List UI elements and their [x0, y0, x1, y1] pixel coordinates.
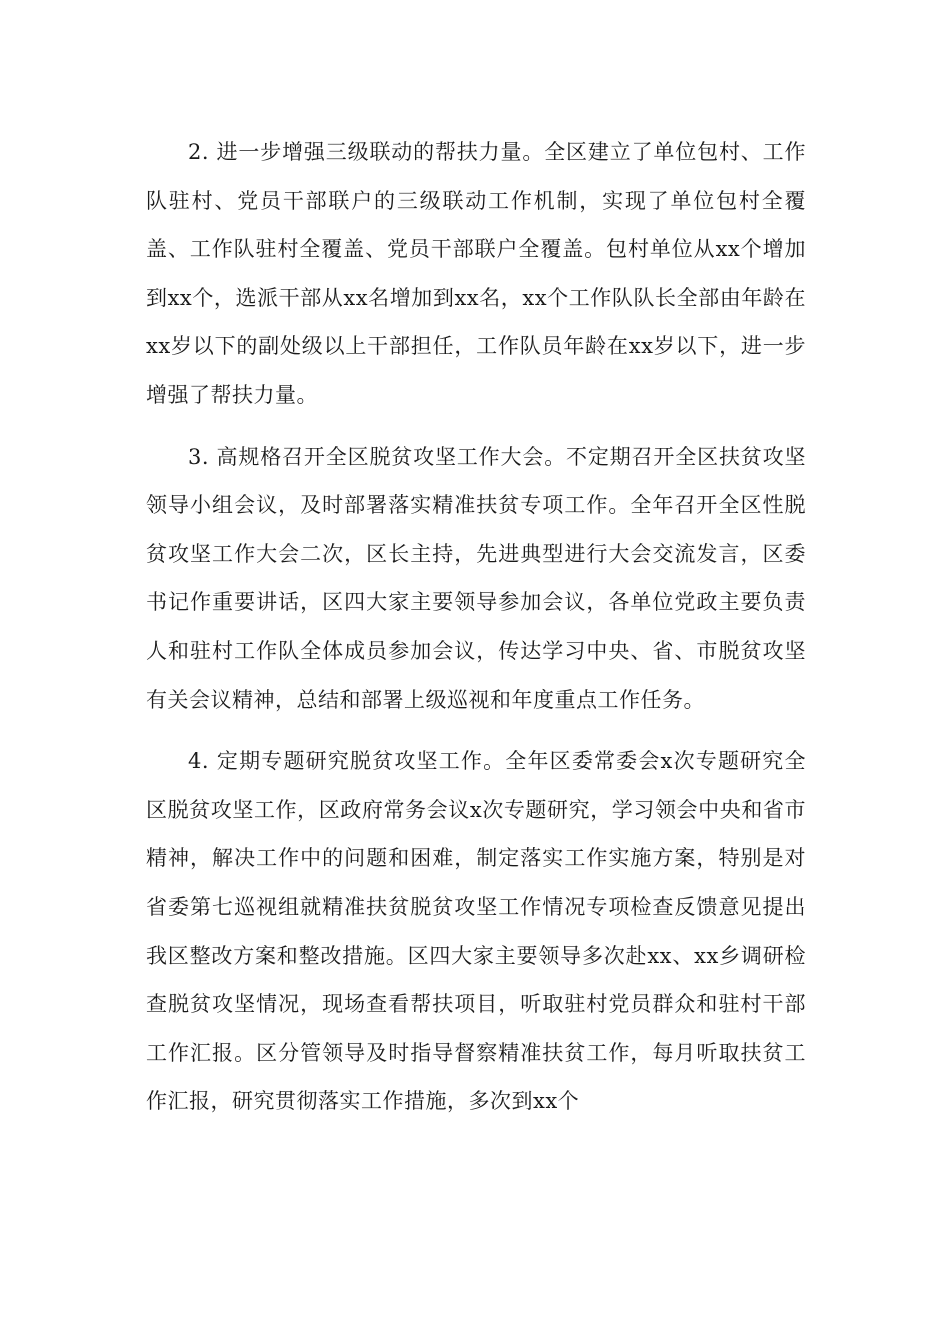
paragraph-item-4: 4. 定期专题研究脱贫攻坚工作。全年区委常委会x次专题研究全区脱贫攻坚工作，区政府常务会议x次专题研究，学习领会中央和省市精神，解决工作中的问题和困难，制定落实工作实施方案，特别是对省委第七巡视组就精准扶贫脱贫攻坚工作情况专项检查反馈意见提出我区整改方案和整改措施。区四大家主要领导多次赴xx、xx乡调研检查脱贫攻坚情况，现场查看帮扶项目，听取驻村党员群众和驻村干部工作汇报。区分管领导及时指导督察精准扶贫工作，每月听取扶贫工作汇报，研究贯彻落实工作措施，多次到xx个 — [146, 749, 806, 1114]
document-body — [146, 128, 806, 1139]
paragraph-item-3: 3. 高规格召开全区脱贫攻坚工作大会。不定期召开全区扶贫攻坚领导小组会议，及时部署落实精准扶贫专项工作。全年召开全区性脱贫攻坚工作大会二次，区长主持，先进典型进行大会交流发言，区委书记作重要讲话，区四大家主要领导参加会议，各单位党政主要负责人和驻村工作队全体成员参加会议，传达学习中央、省、市脱贫攻坚有关会议精神，总结和部署上级巡视和年度重点工作任务。 — [146, 444, 806, 712]
paragraph-item-2: 2. 进一步增强三级联动的帮扶力量。全区建立了单位包村、工作队驻村、党员干部联户的三级联动工作机制，实现了单位包村全覆盖、工作队驻村全覆盖、党员干部联户全覆盖。包村单位从xx个增加到xx个，选派干部从xx名增加到xx名，xx个工作队队长全部由年龄在xx岁以下的副处级以上干部担任，工作队员年龄在xx岁以下，进一步增强了帮扶力量。 — [146, 140, 806, 407]
